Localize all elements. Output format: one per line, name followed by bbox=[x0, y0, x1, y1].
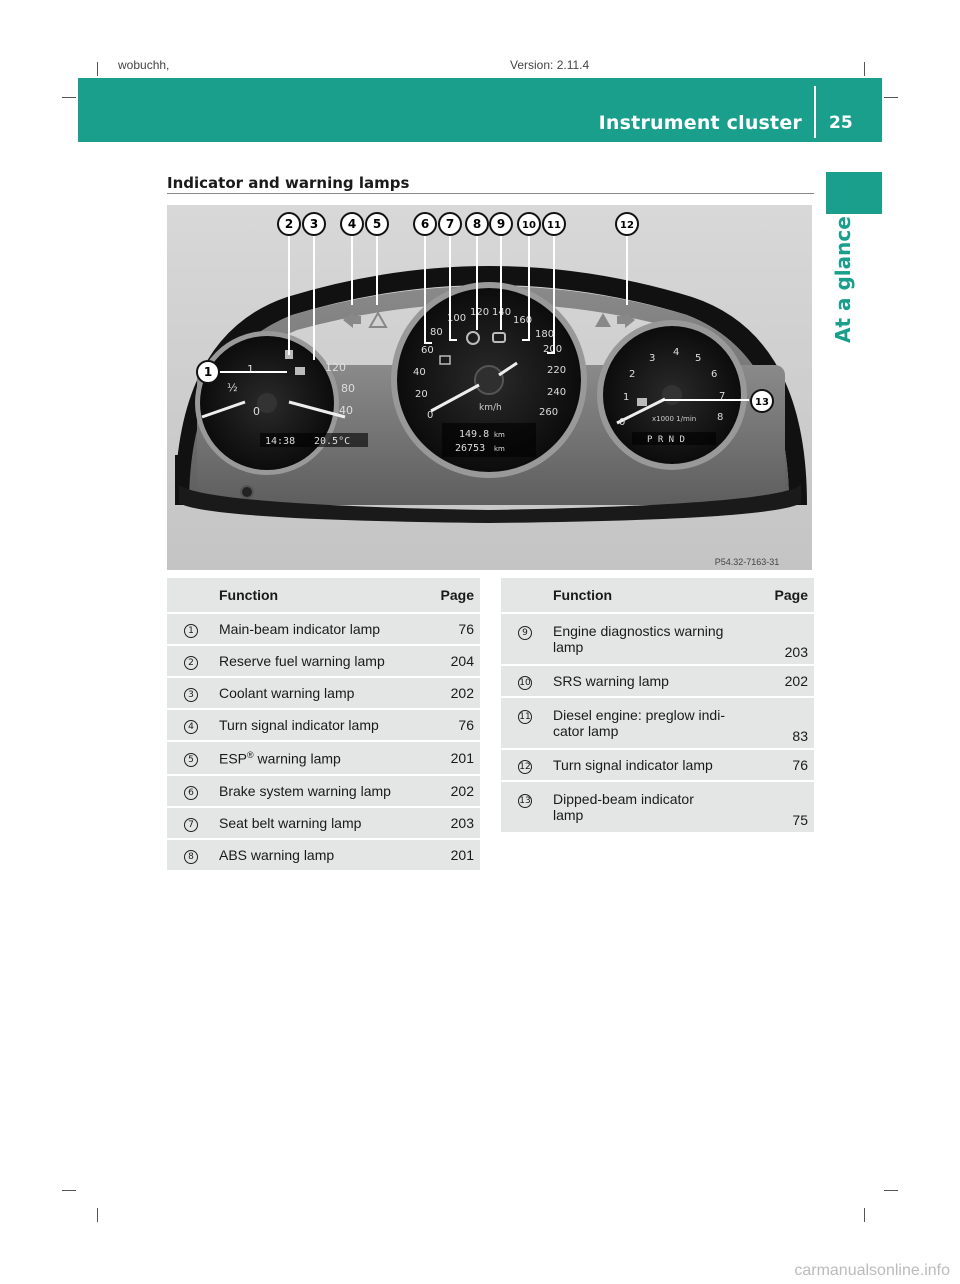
item-number: 2 bbox=[184, 656, 198, 670]
table-row bbox=[501, 750, 814, 780]
speed-tick: 100 bbox=[447, 313, 467, 324]
item-number: 6 bbox=[184, 786, 198, 800]
speed-tick: 60 bbox=[421, 345, 434, 356]
side-tab bbox=[826, 172, 882, 214]
speed-tick: 200 bbox=[543, 344, 563, 355]
speed-tick: 260 bbox=[539, 407, 559, 418]
page-ref: 202 bbox=[424, 678, 480, 708]
callout-2: 2 bbox=[284, 217, 294, 231]
function-text: ABS warning lamp bbox=[215, 840, 424, 870]
crop-mark bbox=[884, 97, 898, 98]
callout-4: 4 bbox=[347, 217, 357, 231]
section-title: Indicator and warning lamps bbox=[167, 174, 410, 192]
crop-mark bbox=[62, 97, 76, 98]
table-row bbox=[167, 614, 480, 644]
rpm-unit-label: x1000 1/min bbox=[652, 415, 697, 423]
callout-5: 5 bbox=[372, 217, 382, 231]
callout-9: 9 bbox=[496, 217, 506, 231]
speed-tick: 180 bbox=[535, 329, 555, 340]
speed-tick: 160 bbox=[513, 315, 533, 326]
item-number: 9 bbox=[518, 626, 532, 640]
table-header-num bbox=[167, 578, 215, 612]
speed-tick: 80 bbox=[430, 327, 443, 338]
table-row bbox=[167, 678, 480, 708]
function-table-left bbox=[167, 576, 480, 872]
rpm-tick: 1 bbox=[623, 392, 630, 403]
table-header-page: Page bbox=[758, 578, 814, 612]
item-number: 3 bbox=[184, 688, 198, 702]
table-row bbox=[501, 666, 814, 696]
crop-mark bbox=[97, 1208, 98, 1222]
function-text: Turn signal indicator lamp bbox=[215, 710, 424, 740]
function-text: SRS warning lamp bbox=[549, 666, 758, 696]
trip-unit: km bbox=[494, 431, 505, 439]
item-number: 13 bbox=[519, 796, 531, 806]
temperature-readout: 20.5°C bbox=[314, 436, 351, 447]
table-header-function: Function bbox=[215, 578, 424, 612]
print-meta-left: wobuchh, bbox=[118, 58, 170, 72]
speed-tick: 220 bbox=[547, 365, 567, 376]
page-ref: 76 bbox=[424, 710, 480, 740]
rpm-tick: 6 bbox=[711, 369, 718, 380]
speed-tick: 20 bbox=[415, 389, 428, 400]
odometer-unit: km bbox=[494, 445, 505, 453]
rpm-tick: 5 bbox=[695, 353, 702, 364]
fuel-tick: 1 bbox=[247, 363, 254, 376]
page-ref: 201 bbox=[424, 742, 480, 774]
callout-10: 10 bbox=[522, 220, 536, 231]
page-ref: 75 bbox=[758, 782, 814, 832]
callout-3: 3 bbox=[309, 217, 319, 231]
table-row bbox=[501, 782, 814, 832]
clock-readout: 14:38 bbox=[265, 436, 296, 447]
callout-7: 7 bbox=[445, 217, 455, 231]
item-number: 7 bbox=[184, 818, 198, 832]
page-ref: 83 bbox=[758, 698, 814, 748]
function-text: Seat belt warning lamp bbox=[215, 808, 424, 838]
page-number: 25 bbox=[829, 113, 853, 133]
function-text: Turn signal indicator lamp bbox=[549, 750, 758, 780]
temp-tick: 80 bbox=[341, 382, 355, 395]
speed-unit-label: km/h bbox=[479, 403, 502, 413]
function-table-right bbox=[501, 576, 814, 834]
rpm-tick: 0 bbox=[619, 417, 626, 428]
table-row bbox=[167, 710, 480, 740]
item-number: 5 bbox=[184, 753, 198, 767]
speed-tick: 40 bbox=[413, 367, 426, 378]
item-number: 10 bbox=[519, 678, 531, 688]
callout-11: 11 bbox=[547, 220, 561, 231]
page-title: Instrument cluster bbox=[598, 112, 802, 134]
crop-mark bbox=[97, 62, 98, 76]
speed-tick: 120 bbox=[470, 307, 490, 318]
page-ref: 201 bbox=[424, 840, 480, 870]
item-number: 1 bbox=[184, 624, 198, 638]
function-text: ESP® warning lamp bbox=[215, 742, 424, 774]
function-text: Coolant warning lamp bbox=[215, 678, 424, 708]
table-row bbox=[167, 776, 480, 806]
callout-8: 8 bbox=[472, 217, 482, 231]
callout-12: 12 bbox=[620, 220, 634, 231]
page-ref: 204 bbox=[424, 646, 480, 676]
table-row bbox=[501, 698, 814, 748]
page-ref: 203 bbox=[758, 614, 814, 664]
fuel-tick: ½ bbox=[227, 381, 238, 394]
function-text: Reserve fuel warning lamp bbox=[215, 646, 424, 676]
beam-icon bbox=[295, 367, 305, 375]
item-number: 8 bbox=[184, 850, 198, 864]
speed-tick: 240 bbox=[547, 387, 567, 398]
callout-1: 1 bbox=[203, 365, 213, 379]
table-row bbox=[167, 808, 480, 838]
crop-mark bbox=[62, 1190, 76, 1191]
table-row bbox=[167, 646, 480, 676]
page-ref: 203 bbox=[424, 808, 480, 838]
table-row bbox=[167, 742, 480, 774]
gear-selector-display: P R N D bbox=[647, 435, 685, 445]
rpm-tick: 4 bbox=[673, 347, 680, 358]
instrument-cluster-figure bbox=[167, 205, 812, 570]
page-ref: 76 bbox=[758, 750, 814, 780]
odometer-readout: 26753 bbox=[455, 443, 486, 454]
function-text: Engine diagnostics warning lamp bbox=[549, 614, 758, 664]
temp-tick: 40 bbox=[339, 404, 353, 417]
function-text: Diesel engine: preglow indi- cator lamp bbox=[549, 698, 758, 748]
function-text: Brake system warning lamp bbox=[215, 776, 424, 806]
page-ref: 76 bbox=[424, 614, 480, 644]
table-header-num bbox=[501, 578, 549, 612]
speed-tick: 0 bbox=[427, 410, 434, 421]
trip-readout: 149.8 bbox=[459, 429, 490, 440]
cluster-illustration bbox=[167, 205, 812, 570]
figure-code: P54.32-7163-31 bbox=[714, 557, 780, 567]
item-number: 11 bbox=[519, 712, 531, 722]
print-meta-right: Version: 2.11.4 bbox=[510, 58, 590, 72]
dipped-beam-icon bbox=[637, 398, 647, 406]
function-text: Dipped-beam indicator lamp bbox=[549, 782, 758, 832]
crop-mark bbox=[864, 1208, 865, 1222]
rpm-tick: 3 bbox=[649, 353, 656, 364]
rpm-tick: 8 bbox=[717, 412, 724, 423]
callout-6: 6 bbox=[420, 217, 430, 231]
table-header-function: Function bbox=[549, 578, 758, 612]
table-row bbox=[167, 840, 480, 870]
function-text: Main-beam indicator lamp bbox=[215, 614, 424, 644]
item-number: 4 bbox=[184, 720, 198, 734]
item-number: 12 bbox=[519, 762, 531, 772]
fuel-tick: 0 bbox=[253, 405, 260, 418]
page-ref: 202 bbox=[758, 666, 814, 696]
rpm-tick: 7 bbox=[719, 391, 726, 402]
callout-13: 13 bbox=[755, 397, 769, 408]
temp-tick: 120 bbox=[325, 361, 346, 374]
section-divider bbox=[167, 193, 814, 194]
header-divider bbox=[814, 86, 816, 138]
page-ref: 202 bbox=[424, 776, 480, 806]
speed-tick: 140 bbox=[492, 307, 512, 318]
crop-mark bbox=[884, 1190, 898, 1191]
rpm-tick: 2 bbox=[629, 369, 636, 380]
table-header-page: Page bbox=[424, 578, 480, 612]
footer-watermark: carmanualsonline.info bbox=[794, 1262, 950, 1279]
table-row bbox=[501, 614, 814, 664]
crop-mark bbox=[864, 62, 865, 76]
side-section-label: At a glance bbox=[831, 216, 855, 343]
